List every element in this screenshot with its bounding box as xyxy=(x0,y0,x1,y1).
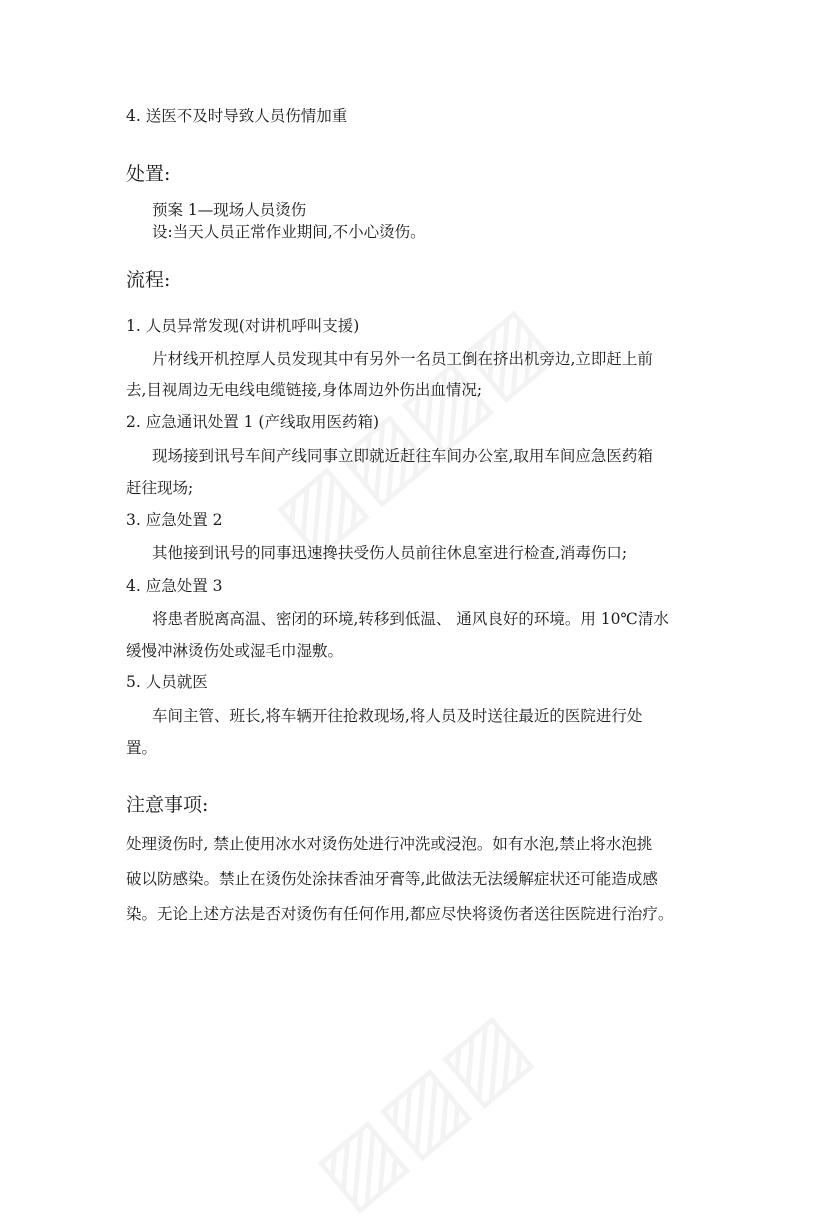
step-line: 置。 xyxy=(126,739,158,757)
plan-title: 预案 1—现场人员烫伤 xyxy=(152,201,307,219)
step-line: 其他接到讯号的同事迅速搀扶受伤人员前往休息室进行检查,消毒伤口; xyxy=(152,544,628,562)
step-heading: 3. 应急处置 2 xyxy=(126,511,223,529)
watermark-graphic xyxy=(296,993,547,1226)
step-heading: 2. 应急通讯处置 1 (产线取用医药箱) xyxy=(126,413,380,431)
section-title-process: 流程: xyxy=(126,269,171,291)
step-heading: 4. 应急处置 3 xyxy=(126,577,223,595)
step-line: 去,目视周边无电线电缆链接,身体周边外伤出血情况; xyxy=(126,381,483,399)
step-line: 将患者脱离高温、密闭的环境,转移到低温、 通风良好的环境。用 10℃清水 xyxy=(152,610,669,628)
step-line: 赶往现场; xyxy=(126,479,194,497)
step-line: 现场接到讯号车间产线同事立即就近赶往车间办公室,取用车间应急医药箱 xyxy=(152,447,653,465)
step-heading: 5. 人员就医 xyxy=(126,673,208,691)
scenario-text: 设:当天人员正常作业期间,不小心烫伤。 xyxy=(152,223,426,241)
notes-line: 破以防感染。禁止在烫伤处涂抹香油牙膏等,此做法无法缓解症状还可能造成感 xyxy=(126,870,658,888)
step-line: 车间主管、班长,将车辆开往抢救现场,将人员及时送往最近的医院进行处 xyxy=(152,707,643,725)
section-title-notes: 注意事项: xyxy=(126,794,209,816)
section-title-handling: 处置: xyxy=(126,163,171,185)
step-heading: 1. 人员异常发现(对讲机呼叫支援) xyxy=(126,317,360,335)
step-line: 缓慢冲淋烫伤处或湿毛巾湿敷。 xyxy=(126,642,344,660)
notes-line: 处理烫伤时, 禁止使用冰水对烫伤处进行冲洗或浸泡。如有水泡,禁止将水泡挑 xyxy=(126,835,653,853)
step-line: 片材线开机控厚人员发现其中有另外一名员工倒在挤出机旁边,立即赶上前 xyxy=(152,350,653,368)
notes-line: 染。无论上述方法是否对烫伤有任何作用,都应尽快将烫伤者送往医院进行治疗。 xyxy=(126,905,674,923)
list-item-prev-4: 4. 送医不及时导致人员伤情加重 xyxy=(126,107,348,125)
